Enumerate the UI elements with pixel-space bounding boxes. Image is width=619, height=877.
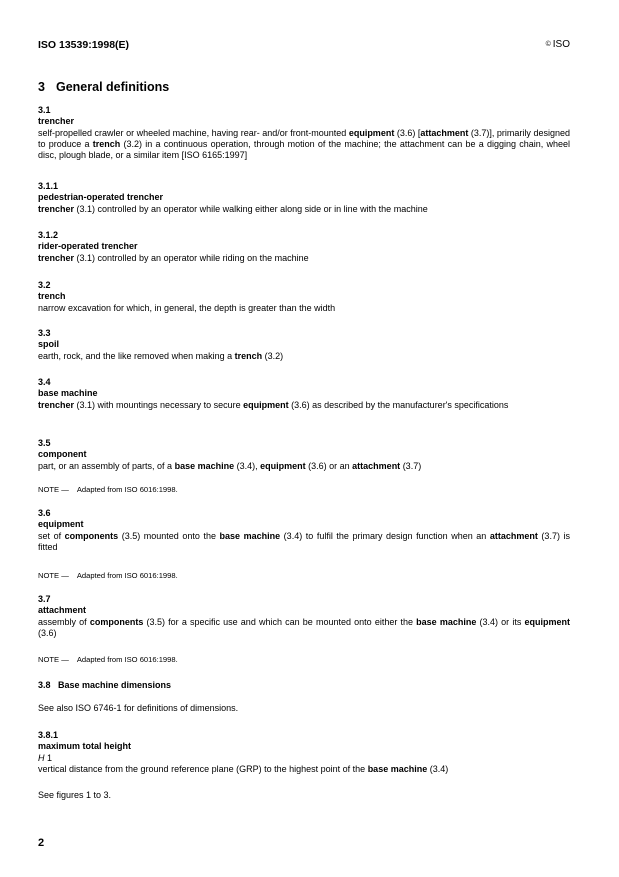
entry-number: 3.1 <box>38 105 51 115</box>
note-label: NOTE — <box>38 571 69 580</box>
entry-number: 3.8.1 <box>38 730 59 740</box>
entry-term: maximum total height <box>38 741 132 752</box>
entry-definition: self-propelled crawler or wheeled machine, having rear- and/or front-mounted equipment (3.6) [attachment (3.7)], primarily designed to produce a trench (3.2) in a continuous operation, through motion of the machine; the attachment can be a digging chain, wheel disc, plough blade, or a similar item [ISO 6165:1997] <box>38 127 570 161</box>
copyright-owner: ISO <box>552 39 570 50</box>
definition-entry <box>38 438 570 472</box>
see-also-text: See also ISO 6746-1 for definitions of dimensions. <box>38 703 239 713</box>
entry-term: component <box>38 449 87 460</box>
subsection-number: 3.8 <box>38 680 51 690</box>
note-text: Adapted from ISO 6016:1998. <box>76 571 178 580</box>
entry-definition: assembly of components (3.5) for a specific use and which can be mounted onto either the base machine (3.4) or its equipment (3.6) <box>38 616 570 638</box>
note-label: NOTE — <box>38 485 69 494</box>
entry-number: 3.3 <box>38 328 51 338</box>
running-header-docid: ISO 13539:1998(E) <box>38 39 130 51</box>
note-label: NOTE — <box>38 655 69 664</box>
definition-entry <box>38 280 570 314</box>
copyright-symbol: © <box>545 41 551 48</box>
definition-entry <box>38 181 570 215</box>
page-number: 2 <box>38 837 45 849</box>
definition-entry <box>38 230 570 264</box>
entry-symbol <box>38 753 570 764</box>
entry-number: 3.2 <box>38 280 51 290</box>
entry-definition: vertical distance from the ground reference plane (GRP) to the highest point of the base machine (3.4) <box>38 763 449 774</box>
definition-entry <box>38 508 570 553</box>
entry-term: base machine <box>38 388 98 399</box>
symbol-letter: H <box>38 752 45 763</box>
section-number: 3 <box>38 80 45 94</box>
entry-number: 3.6 <box>38 508 51 518</box>
entry-number: 3.5 <box>38 438 51 448</box>
see-figures-text: See figures 1 to 3. <box>38 790 112 800</box>
note-text: Adapted from ISO 6016:1998. <box>76 485 178 494</box>
entry-definition: narrow excavation for which, in general, the depth is greater than the width <box>38 302 336 313</box>
subsection-title: Base machine dimensions <box>58 680 172 690</box>
note-text: Adapted from ISO 6016:1998. <box>76 655 178 664</box>
definition-entry <box>38 377 570 411</box>
definition-entry <box>38 594 570 639</box>
entry-definition: set of components (3.5) mounted onto the base machine (3.4) to fulfil the primary design function when an attachment (3.7) is fitted <box>38 530 571 552</box>
note <box>38 485 178 494</box>
entry-term: spoil <box>38 339 60 350</box>
definition-entry <box>38 105 570 161</box>
note <box>38 571 178 580</box>
entry-term: equipment <box>38 519 84 530</box>
entry-definition: part, or an assembly of parts, of a base machine (3.4), equipment (3.6) or an attachment (3.7) <box>38 460 422 471</box>
entry-number: 3.7 <box>38 594 51 604</box>
running-header-copyright <box>546 39 570 50</box>
section-title-text: General definitions <box>56 80 170 94</box>
definition-entry <box>38 328 570 362</box>
entry-definition: trencher (3.1) controlled by an operator while riding on the machine <box>38 252 309 263</box>
section-title <box>38 80 169 94</box>
entry-term: rider-operated trencher <box>38 241 138 252</box>
definition-entry <box>38 730 570 775</box>
entry-definition: trencher (3.1) with mountings necessary to secure equipment (3.6) as described by the manufacturer's specifications <box>38 399 509 410</box>
note <box>38 655 178 664</box>
entry-term: trencher <box>38 116 75 127</box>
entry-term: trench <box>38 291 66 302</box>
entry-number: 3.1.1 <box>38 181 59 191</box>
entry-term: pedestrian-operated trencher <box>38 192 164 203</box>
entry-number: 3.1.2 <box>38 230 59 240</box>
entry-number: 3.4 <box>38 377 51 387</box>
entry-definition: earth, rock, and the like removed when making a trench (3.2) <box>38 350 284 361</box>
entry-definition: trencher (3.1) controlled by an operator while walking either along side or in line with the machine <box>38 203 428 214</box>
symbol-index: 1 <box>47 752 53 763</box>
entry-term: attachment <box>38 605 87 616</box>
subsection-heading <box>38 680 171 690</box>
